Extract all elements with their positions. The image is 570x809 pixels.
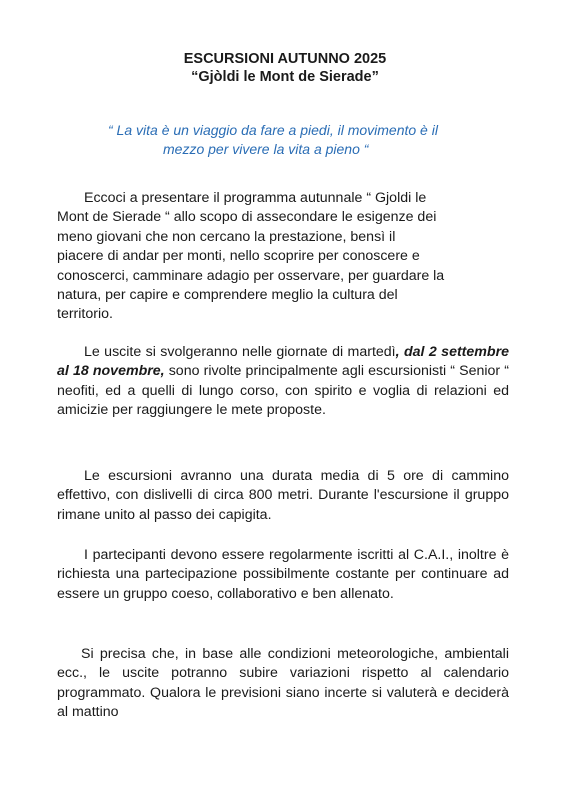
paragraph-duration (57, 467, 509, 525)
epigraph-quote (108, 121, 518, 159)
duration-text: Le escursioni avranno una durata media di 5 ore di cammino effettivo, con dislivelli di circa 800 metri. Durante l'escursione il gruppo rimane unito al passo dei capigita. (57, 468, 509, 523)
weather-text: Si precisa che, in base alle condizioni meteorologiche, ambientali ecc., le uscite potranno subire variazioni rispetto al calendario programmato. Qualora le previsioni siano incerte si valuterà e deciderà al mattino (57, 646, 509, 721)
quote-line-1: “ La vita è un viaggio da fare a piedi, il movimento è il (108, 122, 438, 138)
schedule-text-start: Le uscite si svolgeranno nelle giornate di martedì (84, 344, 396, 360)
intro-line: conoscerci, camminare adagio per osservare, per guardare la (57, 267, 445, 284)
intro-line: Mont de Sierade “ allo scopo di assecondare le esigenze dei (57, 209, 437, 226)
intro-line: Eccoci a presentare il programma autunnale “ Gjoldi le (84, 190, 427, 206)
page-subtitle: “Gjòldi le Mont de Sierade” (191, 69, 379, 85)
intro-line: piacere di andar per monti, nello scoprire per conoscere e (57, 248, 420, 265)
intro-line: territorio. (57, 306, 113, 323)
paragraph-participants (57, 546, 509, 604)
intro-line: natura, per capire e comprendere meglio la cultura del (57, 287, 398, 304)
schedule-text-rest: sono rivolte principalmente agli escursionisti “ Senior “ neofiti, ed a quelli di lungo corso, con spirito e voglia di relazioni ed amicizie per raggiungere le mete proposte. (57, 363, 509, 419)
quote-line-2: mezzo per vivere la vita a pieno “ (163, 141, 369, 157)
paragraph-schedule (57, 343, 509, 421)
schedule-dates: , dal 2 settembre al 18 novembre, (57, 344, 509, 380)
intro-line: meno giovani che non cercano la prestazione, bensì il (57, 228, 396, 245)
paragraph-weather (57, 645, 509, 723)
participants-text: I partecipanti devono essere regolarmente iscritti al C.A.I., inoltre è richiesta una partecipazione possibilmente costante per continuare ad essere un gruppo coeso, collaborativo e ben allenato. (57, 547, 509, 602)
page-title: ESCURSIONI AUTUNNO 2025 (183, 51, 387, 67)
paragraph-intro (57, 189, 509, 325)
